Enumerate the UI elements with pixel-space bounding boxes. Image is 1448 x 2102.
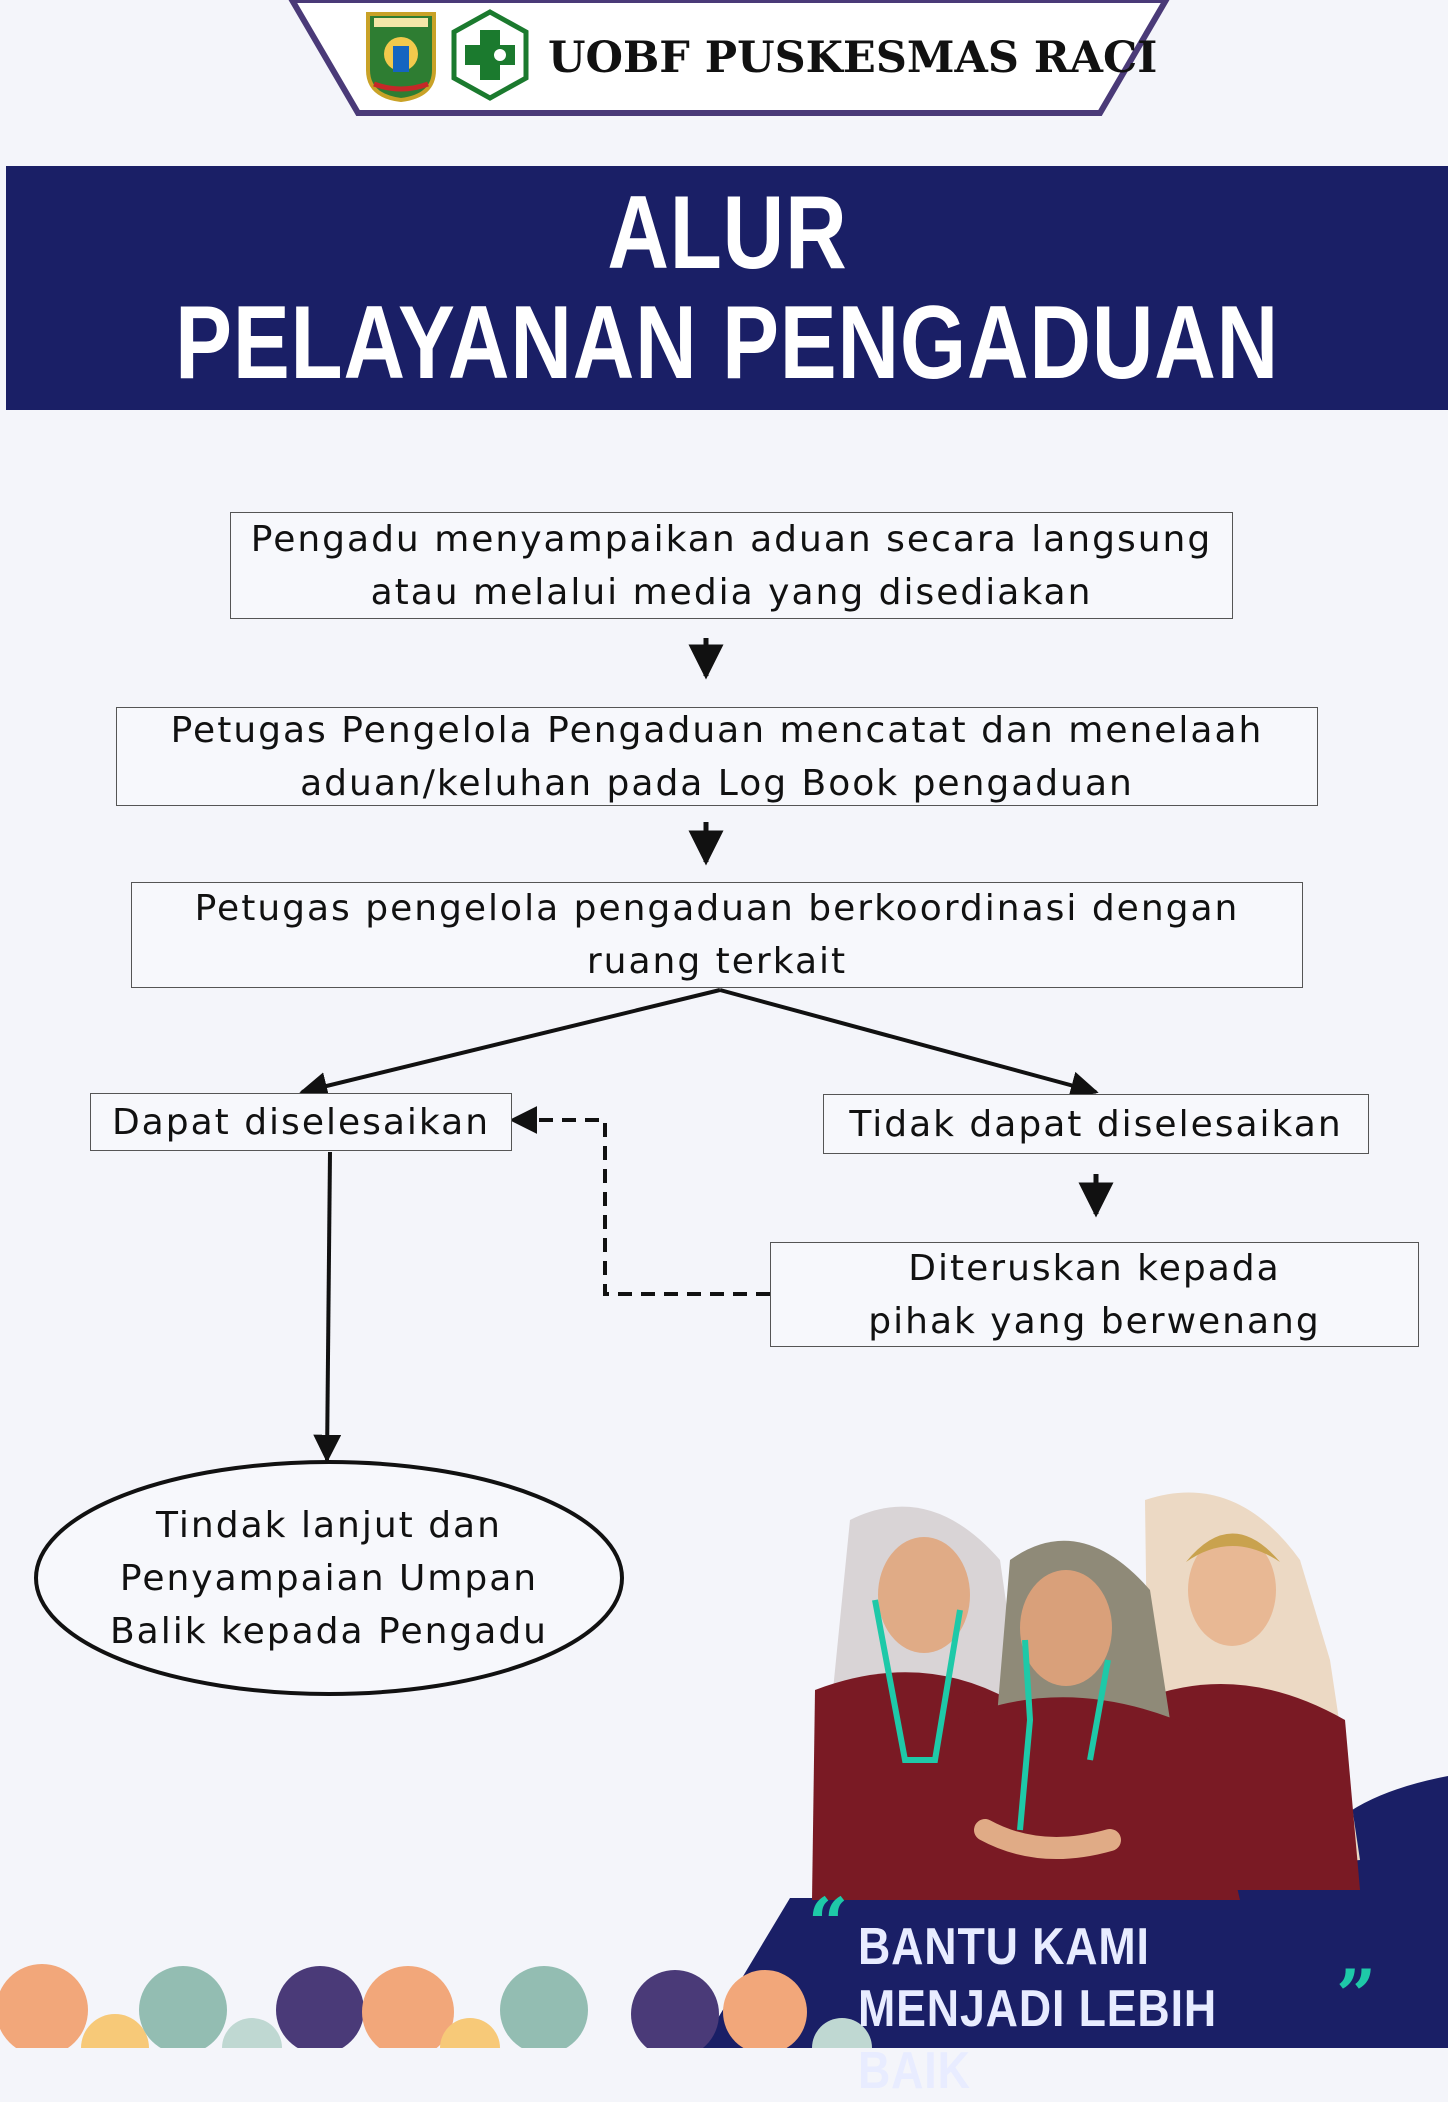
- open-quote-icon: “: [808, 1882, 849, 1965]
- slogan: [858, 1916, 1418, 2102]
- flow-step-1: Pengadu menyampaikan aduan secara langsung atau melalui media yang disediakan: [230, 512, 1233, 619]
- title-line-2: PELAYANAN PENGADUAN: [175, 285, 1279, 401]
- slogan-line-1: BANTU KAMI: [858, 1918, 1150, 1976]
- decorative-circles: [0, 1964, 872, 2048]
- flow-resolved: Dapat diselesaikan: [90, 1093, 512, 1151]
- title-line-1: ALUR: [606, 175, 848, 291]
- arrow-resolved-to-final: [327, 1152, 330, 1460]
- title-banner: [6, 166, 1448, 410]
- regency-shield-emblem-icon: [368, 14, 434, 100]
- arrow-step3-to-unresolved: [720, 990, 1096, 1092]
- flow-final-text: Tindak lanjut dan Penyampaian Umpan Balik kepada Pengadu: [109, 1504, 548, 1652]
- flow-forwarded: Diteruskan kepada pihak yang berwenang: [770, 1242, 1419, 1347]
- org-title: UOBF PUSKESMAS RACI: [548, 33, 1158, 83]
- staff-photo-group: [812, 1493, 1360, 1901]
- dashed-arrow-forwarded-to-resolved: [512, 1120, 770, 1294]
- flow-step-3: Petugas pengelola pengaduan berkoordinasi dengan ruang terkait: [131, 882, 1303, 988]
- green-cross-logo-icon: [454, 12, 526, 98]
- flow-step-2: Petugas Pengelola Pengaduan mencatat dan menelaah aduan/keluhan pada Log Book pengaduan: [116, 707, 1318, 806]
- arrow-step3-to-resolved: [302, 990, 720, 1092]
- close-quote-icon: ”: [1336, 1954, 1377, 2037]
- flow-unresolved: Tidak dapat diselesaikan: [823, 1094, 1369, 1154]
- slogan-line-2: MENJADI LEBIH BAIK: [858, 1980, 1218, 2100]
